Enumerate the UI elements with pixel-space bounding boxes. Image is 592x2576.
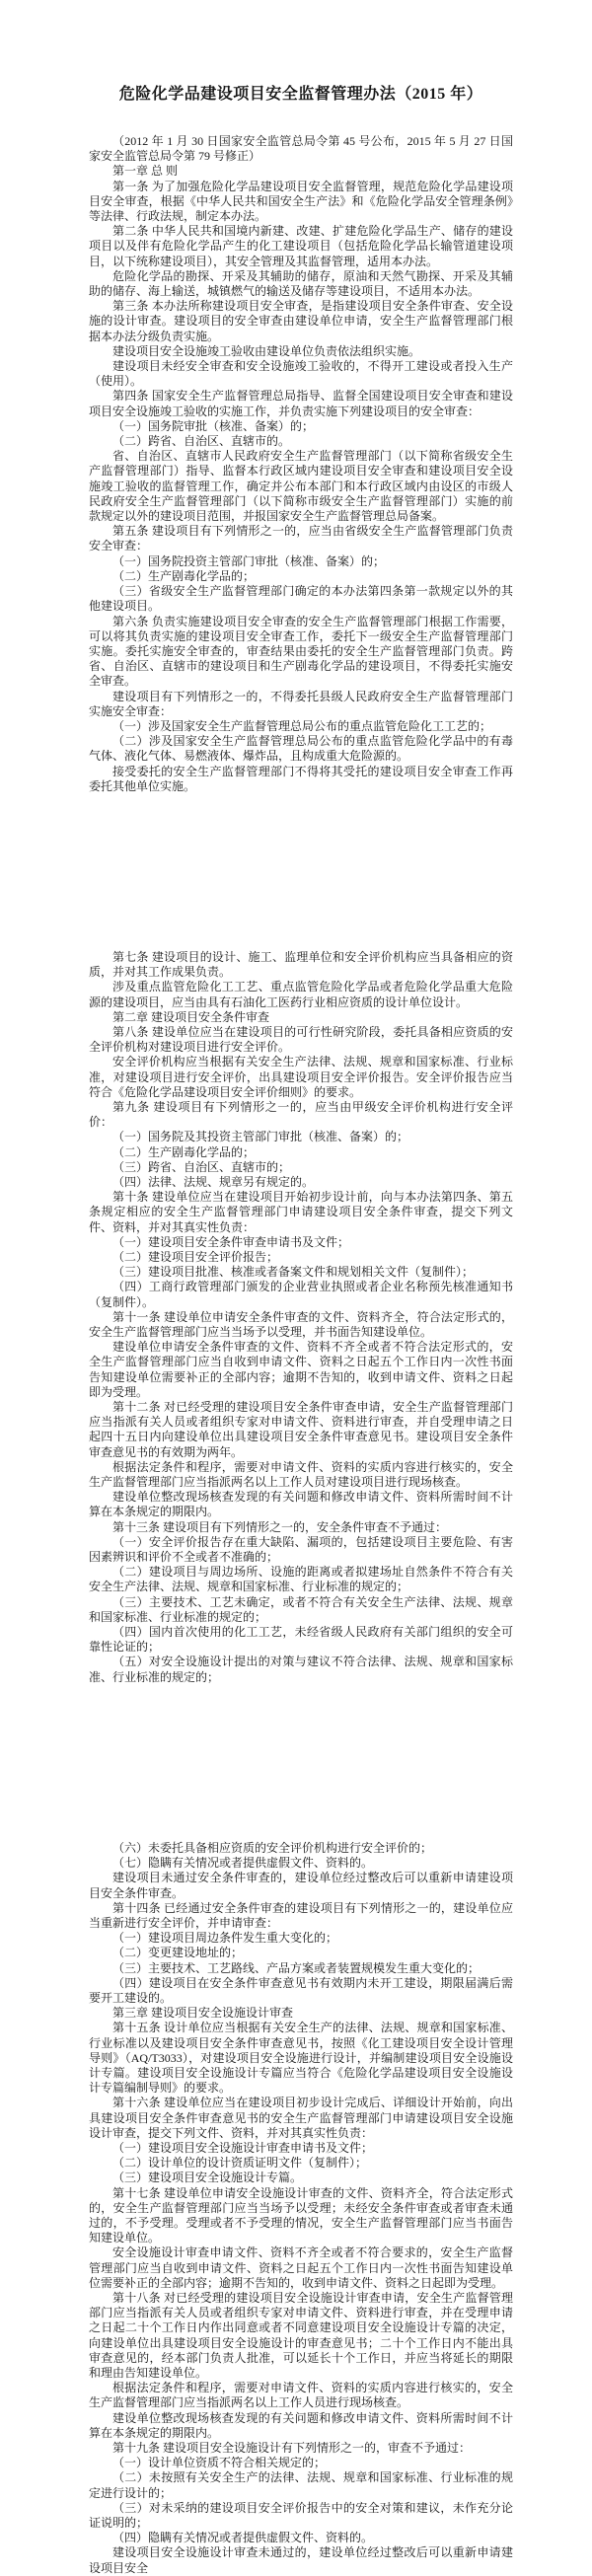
paragraph: 建设项目未经安全审查和安全设施竣工验收的，不得开工建设或者投入生产（使用）。 — [89, 359, 513, 389]
paragraph: 建设单位整改现场核查发现的有关问题和修改申请文件、资料所需时间不计算在本条规定的期限内。 — [89, 1490, 513, 1519]
paragraph: 第三条 本办法所称建设项目安全审查，是指建设项目安全条件审查、安全设施的设计审查。建设项目的安全审查由建设单位申请，安全生产监督管理部门根据本办法分级负责实施。 — [89, 299, 513, 343]
paragraph: 安全评价机构应当根据有关安全生产法律、法规、规章和国家标准、行业标准，对建设项目进行安全评价，出具建设项目安全评价报告。安全评价报告应当符合《危险化学品建设项目安全评价细则》的要求。 — [89, 1055, 513, 1099]
paragraph: （二）生产剧毒化学品的； — [112, 1144, 256, 1159]
paragraph: 建设项目未通过安全条件审查的，建设单位经过整改后可以重新申请建设项目安全条件审查。 — [89, 1871, 513, 1900]
paragraph: （2012 年 1 月 30 日国家安全监管总局令第 45 号公布，2015 年 5 月 27 日国家安全监管总局令第 79 号修正） — [89, 134, 513, 164]
paragraph: 第十五条 设计单位应当根据有关安全生产的法律、法规、规章和国家标准、行业标准以及建设项目安全条件审查意见书，按照《化工建设项目安全设计管理导则》（AQ/T3033），对建设项目安全设施进行设计，并编制建设项目安全设施设计专篇。建设项目安全设施设计专篇应当符合《危险化学品建设项目安全设施设计专篇编制导则》的要求。 — [89, 2021, 513, 2096]
paragraph: 第二条 中华人民共和国境内新建、改建、扩建危险化学品生产、储存的建设项目以及伴有危险化学品产生的化工建设项目（包括危险化学品长输管道建设项目，以下统称建设项目），其安全管理及其监督管理，适用本办法。 — [89, 224, 513, 268]
paragraph: （二）设计单位的设计资质证明文件（复制件）； — [112, 2156, 368, 2171]
paragraph: 第一章 总 则 — [112, 164, 179, 179]
paragraph: （一）建设项目安全设施设计审查申请书及文件； — [112, 2140, 374, 2155]
paragraph: 第十六条 建设单位应当在建设项目初步设计完成后、详细设计开始前，向出具建设项目安全条件审查意见书的安全生产监督管理部门申请建设项目安全设施设计审查，提交下列文件、资料，并对其真实性负责： — [89, 2096, 513, 2140]
paragraph: 接受委托的安全生产监督管理部门不得将其受托的建设项目安全审查工作再委托其他单位实施。 — [89, 764, 513, 793]
paragraph: （一）建设项目周边条件发生重大变化的； — [112, 1931, 338, 1946]
document-title: 危险化学品建设项目安全监督管理办法（2015 年） — [118, 86, 483, 103]
paragraph: （二）生产剧毒化学品的； — [112, 568, 256, 583]
paragraph: 第十九条 建设项目安全设施设计有下列情形之一的，审查不予通过： — [112, 2441, 472, 2456]
paragraph: 建设单位整改现场核查发现的有关问题和修改申请文件、资料所需时间不计算在本条规定的期限内。 — [89, 2410, 513, 2440]
paragraph: 危险化学品的勘探、开采及其辅助的储存，原油和天然气勘探、开采及其辅助的储存、海上输送，城镇燃气的输送及储存等建设项目，不适用本办法。 — [89, 268, 513, 299]
paragraph: 第十二条 对已经受理的建设项目安全条件审查申请，安全生产监督管理部门应当指派有关人员或者组织专家对申请文件、资料进行审查，并自受理申请之日起四十五日内向建设单位出具建设项目安全条件审查意见书。建设项目安全条件审查意见书的有效期为两年。 — [89, 1400, 513, 1459]
paragraph: （二）变更建设地址的； — [112, 1946, 244, 1960]
paragraph: （一）涉及国家安全生产监督管理总局公布的重点监管危险化工工艺的； — [112, 718, 492, 733]
paragraph: （二）涉及国家安全生产监督管理总局公布的重点监管危险化学品中的有毒气体、液化气体、易燃液体、爆炸品，且构成重大危险源的。 — [89, 734, 513, 764]
paragraph: （三）省级安全生产监督管理部门确定的本办法第四条第一款规定以外的其他建设项目。 — [89, 584, 513, 614]
paragraph: （四）建设项目在安全条件审查意见书有效期内未开工建设，期限届满后需要开工建设的。 — [89, 1975, 513, 2005]
paragraph: 建设项目有下列情形之一的，不得委托县级人民政府安全生产监督管理部门实施安全审查： — [89, 689, 513, 718]
text-block-3 — [89, 1841, 513, 2576]
paragraph: 第六条 负责实施建设项目安全审查的安全生产监督管理部门根据工作需要，可以将其负责实施的建设项目安全审查工作，委托下一级安全生产监督管理部门实施。委托实施安全审查的，审查结果由委托的安全生产监督管理部门负责。跨省、自治区、直辖市的建设项目和生产剧毒化学品的建设项目，不得委托实施安全审查。 — [89, 614, 513, 689]
paragraph: （一）国务院及其投资主管部门审批（核准、备案）的； — [112, 1130, 409, 1144]
paragraph: （四）法律、法规、规章另有规定的。 — [112, 1174, 315, 1189]
paragraph: 建设单位申请安全条件审查的文件、资料不齐全或者不符合法定形式的，安全生产监督管理部门应当自收到申请文件、资料之日起五个工作日内一次性书面告知建设单位需要补正的全部内容；逾期不告知的，收到申请文件、资料之日起即为受理。 — [89, 1340, 513, 1399]
paragraph: 第十八条 对已经受理的建设项目安全设施设计审查申请，安全生产监督管理部门应当指派有关人员或者组织专家对申请文件、资料进行审查，并在受理申请之日起二十个工作日内作出同意或者不同意建设项目安全设施设计专篇的决定，向建设单位出具建设项目安全设施设计的审查意见书；二十个工作日内不能出具审查意见的，经本部门负责人批准，可以延长十个工作日，并应当将延长的期限和理由告知建设单位。 — [89, 2290, 513, 2380]
paragraph: 省、自治区、直辖市人民政府安全生产监督管理部门（以下简称省级安全生产监督管理部门）指导、监督本行政区域内建设项目安全审查和建设项目安全设施竣工验收的监督管理工作，确定并公布本部门和本行政区域内由设区的市级人民政府安全生产监督管理部门（以下简称市级安全生产监督管理部门）实施的前款规定以外的建设项目范围，并报国家安全生产监督管理总局备案。 — [89, 449, 513, 524]
paragraph: 第九条 建设项目有下列情形之一的，应当由甲级安全评价机构进行安全评价： — [89, 1099, 513, 1130]
paragraph: （三）对未采纳的建设项目安全评价报告中的安全对策和建议，未作充分论证说明的； — [89, 2500, 513, 2531]
paragraph: （三）建设项目批准、核准或者备案文件和规划相关文件（复制件）； — [112, 1265, 475, 1280]
paragraph: （三）跨省、自治区、直辖市的； — [112, 1159, 291, 1174]
paragraph: 第八条 建设单位应当在建设项目的可行性研究阶段，委托具备相应资质的安全评价机构对建设项目进行安全评价。 — [89, 1024, 513, 1055]
paragraph: 第七条 建设项目的设计、施工、监理单位和安全评价机构应当具备相应的资质，并对其工作成果负责。 — [89, 949, 513, 980]
paragraph: （三）主要技术、工艺未确定，或者不符合有关安全生产法律、法规、规章和国家标准、行业标准的规定的； — [89, 1594, 513, 1624]
paragraph: 第十四条 已经通过安全条件审查的建设项目有下列情形之一的，建设单位应当重新进行安全评价，并申请审查： — [89, 1900, 513, 1930]
text-block-2 — [89, 950, 513, 1685]
text-block-1 — [89, 134, 513, 794]
paragraph: 根据法定条件和程序，需要对申请文件、资料的实质内容进行核实的，安全生产监督管理部门应当指派两名以上工作人员进行现场核查。 — [89, 2381, 513, 2410]
paragraph: 安全设施设计审查申请文件、资料不齐全或者不符合要求的，安全生产监督管理部门应当自收到申请文件、资料之日起五个工作日内一次性书面告知建设单位需要补正的全部内容；逾期不告知的，收到申请文件、资料之日起即为受理。 — [89, 2245, 513, 2290]
paragraph: （六）未委托具备相应资质的安全评价机构进行安全评价的； — [112, 1840, 433, 1855]
paragraph: 第三章 建设项目安全设施设计审查 — [112, 2006, 294, 2021]
paragraph: 第五条 建设项目有下列情形之一的，应当由省级安全生产监督管理部门负责安全审查： — [89, 524, 513, 553]
paragraph: （一）国务院审批（核准、备案）的； — [112, 418, 315, 433]
paragraph: 建设项目安全设施设计审查未通过的，建设单位经过整改后可以重新申请建设项目安全 — [89, 2545, 513, 2575]
paragraph: （二）未按照有关安全生产的法律、法规、规章和国家标准、行业标准的规定进行设计的； — [89, 2470, 513, 2500]
paragraph: （三）建设项目安全设施设计专篇。 — [112, 2171, 303, 2185]
paragraph: 第二章 建设项目安全条件审查 — [112, 1009, 270, 1024]
paragraph: （二）跨省、自治区、直辖市的。 — [112, 434, 291, 449]
paragraph: 建设项目安全设施竣工验收由建设单位负责依法组织实施。 — [112, 343, 421, 358]
paragraph: （二）建设项目与周边场所、设施的距离或者拟建场址自然条件不符合有关安全生产法律、法规、规章和国家标准、行业标准的规定的； — [89, 1565, 513, 1594]
paragraph: 第十条 建设单位应当在建设项目开始初步设计前，向与本办法第四条、第五条规定相应的安全生产监督管理部门申请建设项目安全条件审查，提交下列文件、资料，并对其真实性负责： — [89, 1190, 513, 1234]
paragraph: （一）设计单位资质不符合相关规定的； — [112, 2456, 327, 2470]
paragraph: 第十七条 建设单位申请安全设施设计审查的文件、资料齐全，符合法定形式的，安全生产监督管理部门应当当场予以受理；未经安全条件审查或者审查未通过的，不予受理。受理或者不予受理的情况，安全生产监督管理部门应当书面告知建设单位。 — [89, 2185, 513, 2245]
document-body — [89, 134, 513, 2576]
paragraph: 涉及重点监管危险化工工艺、重点监管危险化学品或者危险化学品重大危险源的建设项目，应当由具有石油化工医药行业相应资质的设计单位设计。 — [89, 980, 513, 1009]
paragraph: （二）建设项目安全评价报告； — [112, 1250, 279, 1264]
paragraph: 第一条 为了加强危险化学品建设项目安全监督管理，规范危险化学品建设项目安全审查，根据《中华人民共和国安全生产法》和《危险化学品安全管理条例》等法律、行政法规，制定本办法。 — [89, 179, 513, 224]
paragraph: 第四条 国家安全生产监督管理总局指导、监督全国建设项目安全审查和建设项目安全设施竣工验收的实施工作，并负责实施下列建设项目的安全审查： — [89, 389, 513, 418]
paragraph: （四）工商行政管理部门颁发的企业营业执照或者企业名称预先核准通知书（复制件）。 — [89, 1280, 513, 1309]
paragraph: （七）隐瞒有关情况或者提供虚假文件、资料的。 — [112, 1856, 374, 1871]
paragraph: （五）对安全设施设计提出的对策与建议不符合法律、法规、规章和国家标准、行业标准的规定的； — [89, 1655, 513, 1684]
paragraph: 第十一条 建设单位申请安全条件审查的文件、资料齐全，符合法定形式的，安全生产监督管理部门应当当场予以受理，并书面告知建设单位。 — [89, 1309, 513, 1340]
paragraph: （一）国务院投资主管部门审批（核准、备案）的； — [112, 553, 386, 568]
paragraph: （四）国内首次使用的化工工艺，未经省级人民政府有关部门组织的安全可靠性论证的； — [89, 1625, 513, 1655]
paragraph: （一）建设项目安全条件审查申请书及文件； — [112, 1234, 350, 1249]
paragraph: 根据法定条件和程序，需要对申请文件、资料的实质内容进行核实的，安全生产监督管理部门应当指派两名以上工作人员对建设项目进行现场核查。 — [89, 1459, 513, 1490]
paragraph: （三）主要技术、工艺路线、产品方案或者装置规模发生重大变化的； — [112, 1960, 481, 1975]
paragraph: （一）安全评价报告存在重大缺陷、漏项的，包括建设项目主要危险、有害因素辨识和评价不全或者不准确的； — [89, 1534, 513, 1565]
paragraph: 第十三条 建设项目有下列情形之一的，安全条件审查不予通过： — [112, 1519, 448, 1534]
paragraph: （四）隐瞒有关情况或者提供虚假文件、资料的。 — [112, 2531, 374, 2545]
